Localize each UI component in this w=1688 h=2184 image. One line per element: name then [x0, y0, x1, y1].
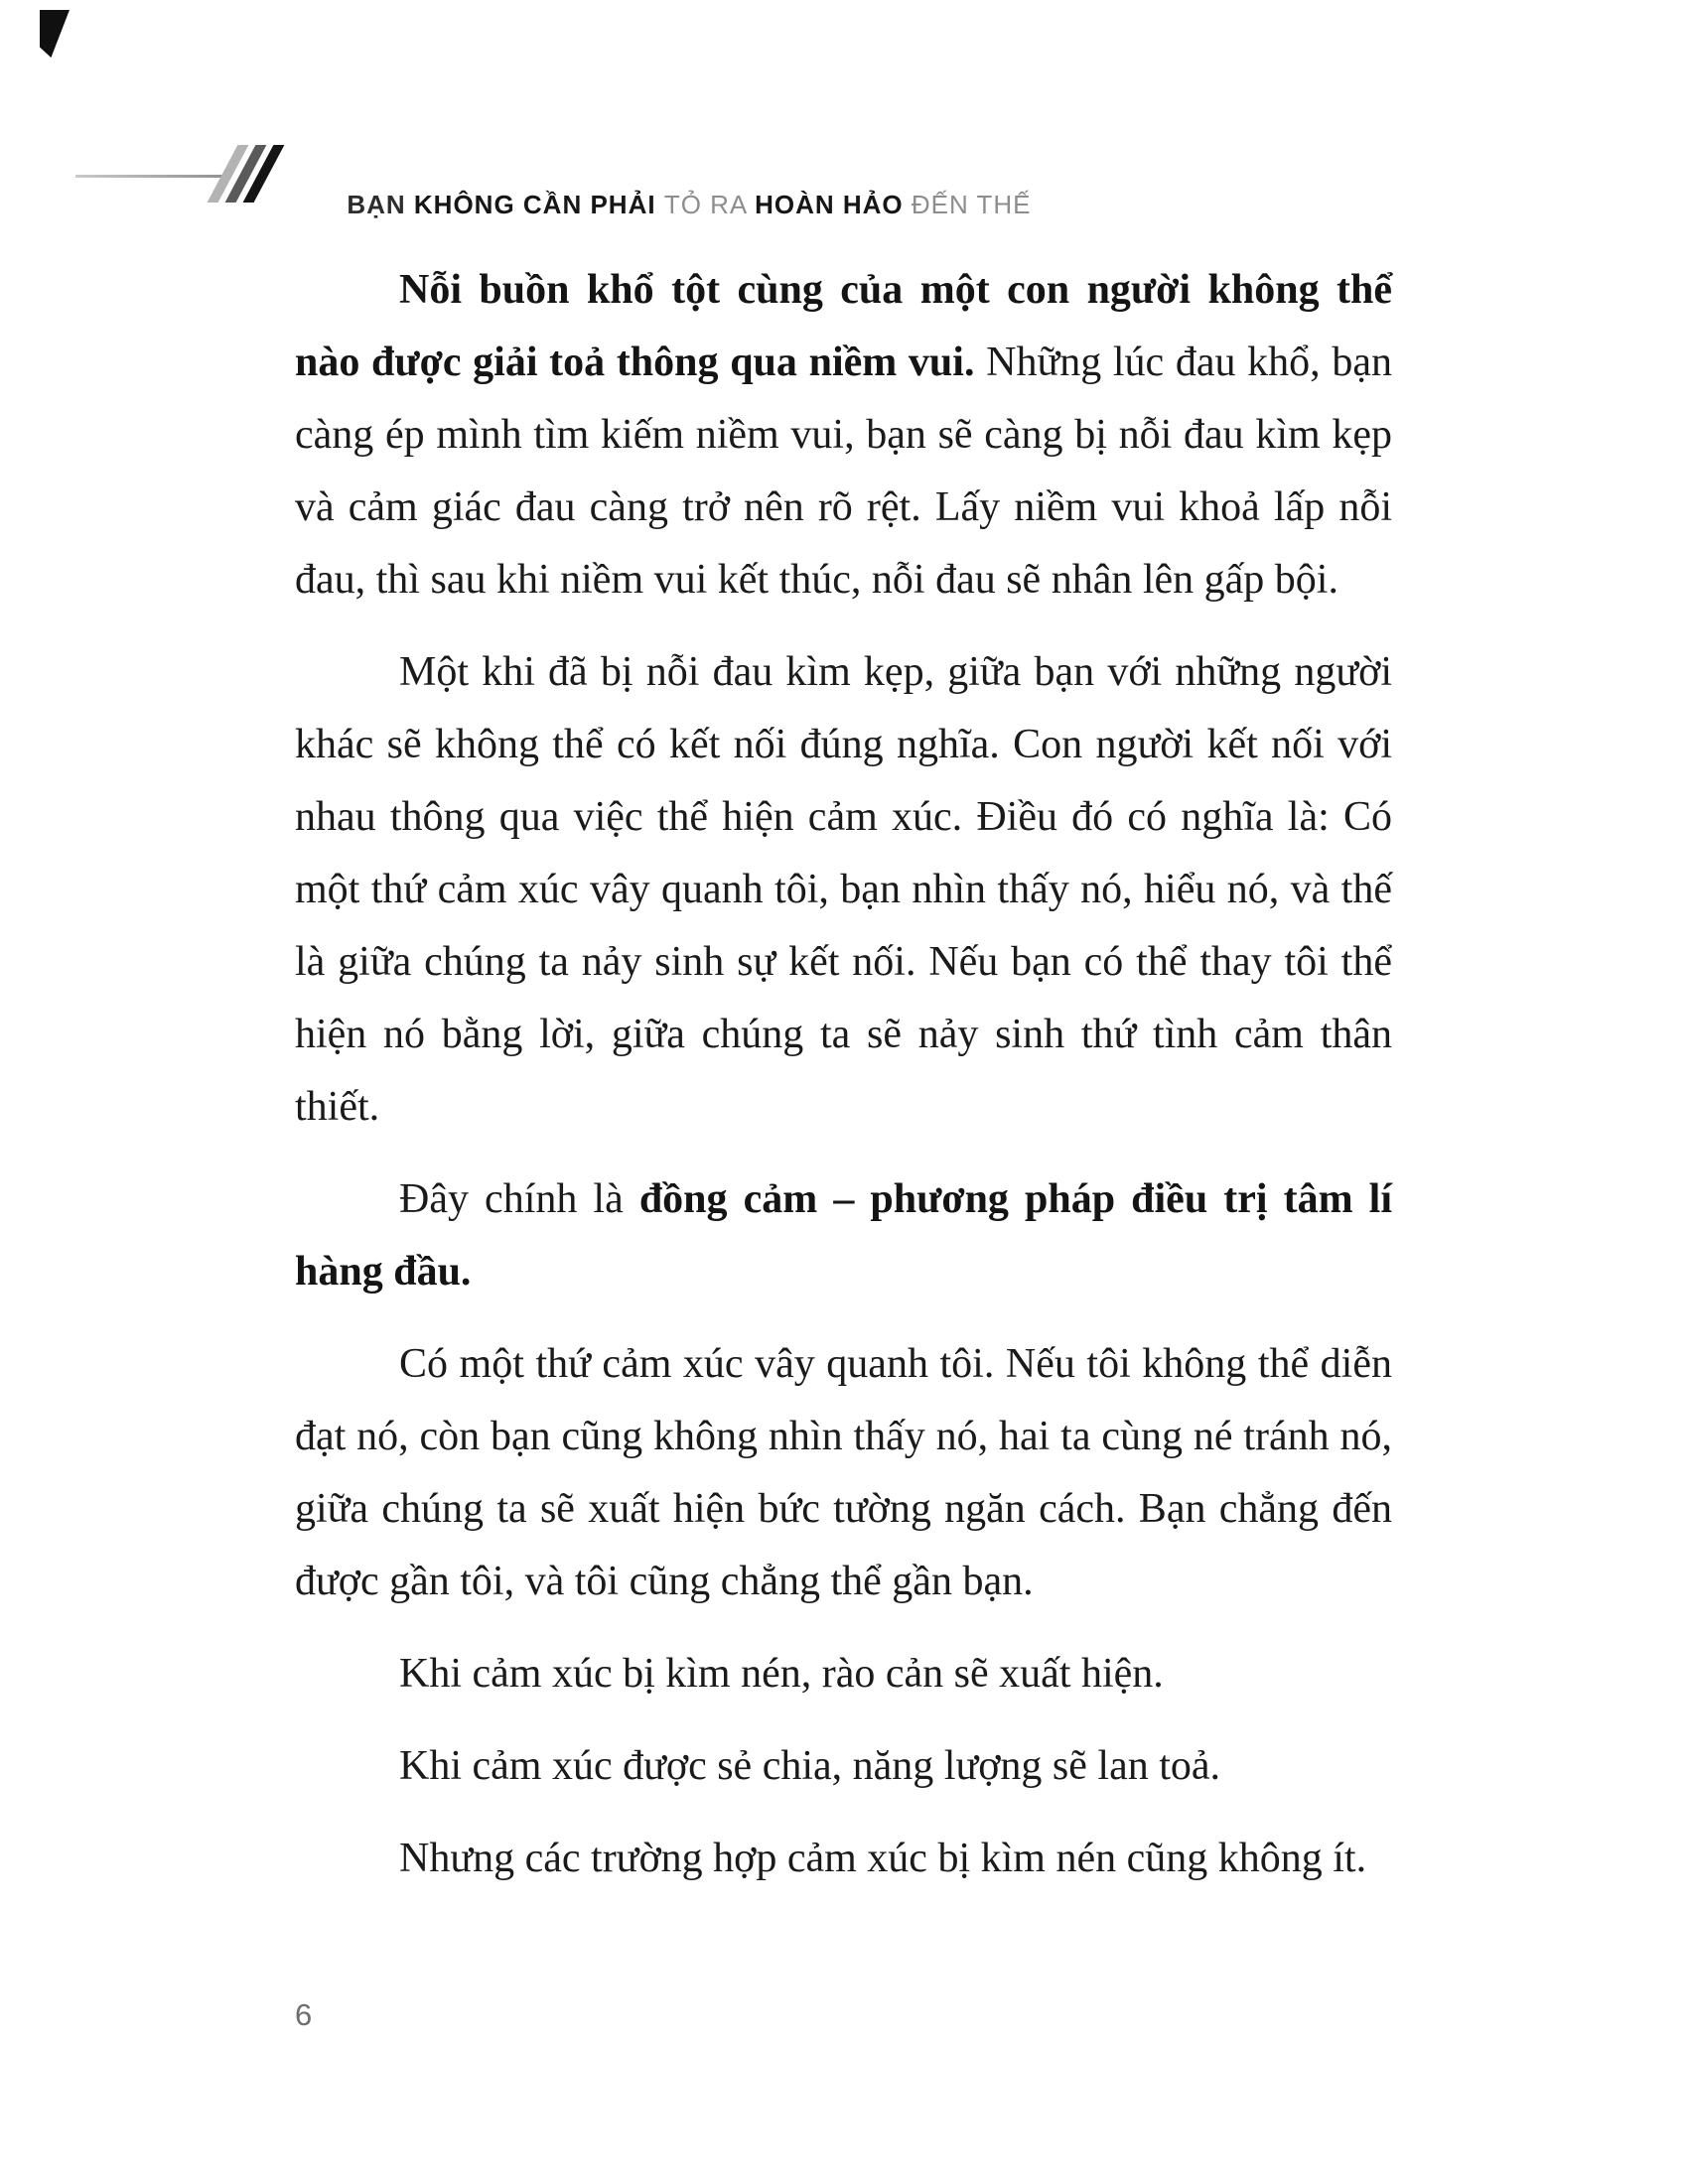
running-header — [0, 0, 1688, 228]
triple-slash-icon — [216, 145, 302, 203]
body-text — [295, 254, 1392, 1915]
paragraph-run: Những lúc đau khổ, bạn càng ép mình tìm kiếm niềm vui, bạn sẽ càng bị nỗi đau kìm kẹp và cảm giác đau càng trở nên rõ rệt. Lấy niềm vui khoả lấp nỗi đau, thì sau khi niềm vui kết thúc, nỗi đau sẽ nhân lên gấp bội. — [295, 340, 1392, 603]
body-paragraph — [295, 1163, 1392, 1308]
header-title-segment: BẠN — [347, 190, 414, 219]
body-paragraph — [295, 1638, 1392, 1710]
header-title-segment: HOÀN HẢO — [755, 190, 912, 219]
paragraph-run: Nỗi buồn khổ tột cùng của một con người không thể nào được giải toả thông qua niềm vui. — [295, 267, 1392, 385]
paragraph-run: Có một thứ cảm xúc vây quanh tôi. Nếu tôi không thể diễn đạt nó, còn bạn cũng không nhìn thấy nó, hai ta cùng né tránh nó, giữa chúng ta sẽ xuất hiện bức tường ngăn cách. Bạn chẳng đến được gần tôi, và tôi cũng chẳng thể gần bạn. — [295, 1341, 1392, 1604]
paragraph-run: đồng cảm – phương pháp điều trị tâm lí hàng đầu. — [295, 1176, 1393, 1295]
header-rule — [75, 175, 230, 178]
paragraph-run: Nhưng các trường hợp cảm xúc bị kìm nén cũng không ít. — [399, 1836, 1367, 1881]
body-paragraph — [295, 1328, 1392, 1618]
body-paragraph — [295, 1730, 1392, 1803]
paragraph-run: Một khi đã bị nỗi đau kìm kẹp, giữa bạn với những người khác sẽ không thể có kết nối đúng nghĩa. Con người kết nối với nhau thông qua việc thể hiện cảm xúc. Điều đó có nghĩa là: Có một thứ cảm xúc vây quanh tôi, bạn nhìn thấy nó, hiểu nó, và thế là giữa chúng ta nảy sinh sự kết nối. Nếu bạn có thể thay tôi thể hiện nó bằng lời, giữa chúng ta sẽ nảy sinh thứ tình cảm thân thiết. — [295, 649, 1392, 1130]
header-title-segment: TỎ RA — [663, 190, 756, 219]
paragraph-run: Đây chính là — [399, 1176, 639, 1222]
body-paragraph — [295, 636, 1392, 1144]
body-paragraph — [295, 254, 1392, 616]
page-number: 6 — [295, 1997, 313, 2032]
paragraph-run: Khi cảm xúc được sẻ chia, năng lượng sẽ lan toả. — [399, 1743, 1221, 1789]
paragraph-run: Khi cảm xúc bị kìm nén, rào cản sẽ xuất hiện. — [399, 1651, 1164, 1697]
running-header-title — [298, 160, 1032, 249]
body-paragraph — [295, 1823, 1392, 1895]
header-title-segment: ĐẾN THẾ — [911, 190, 1032, 219]
header-title-segment: KHÔNG CẦN PHẢI — [413, 190, 664, 219]
